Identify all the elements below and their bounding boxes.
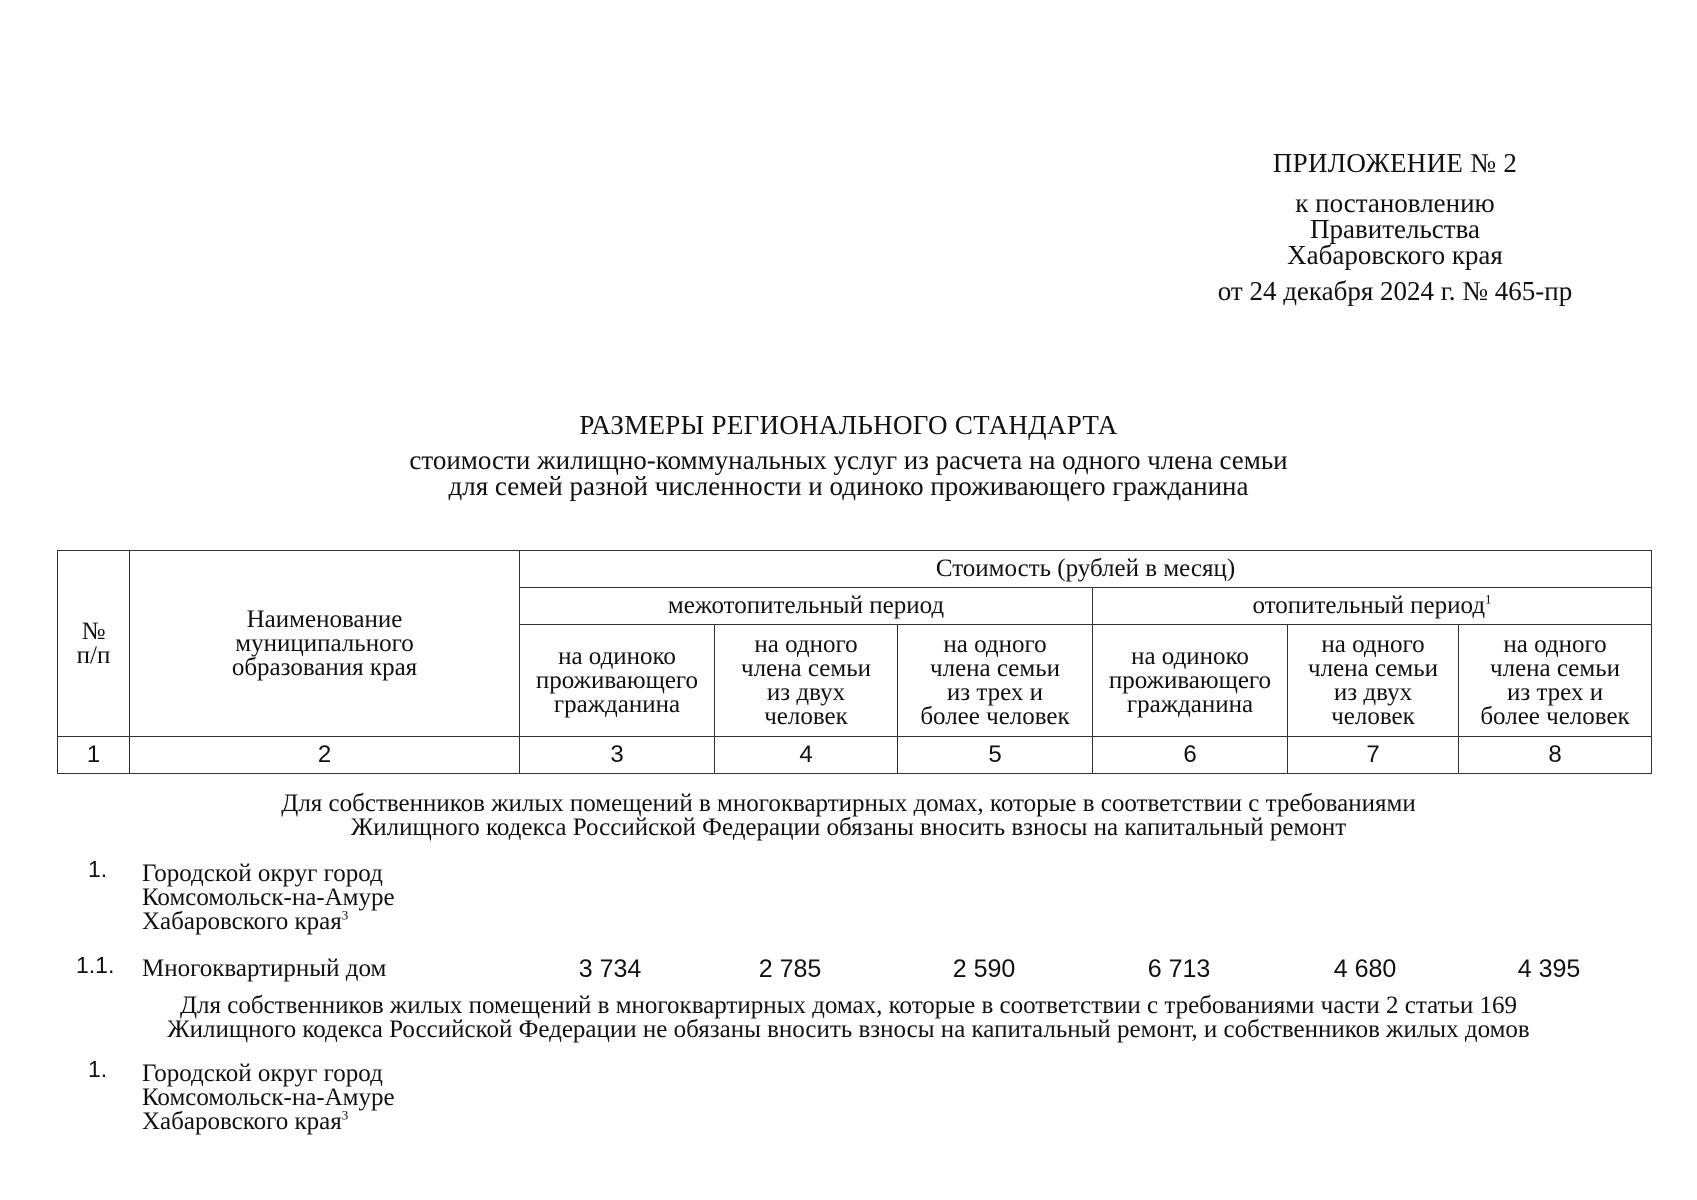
col-6-line1: на одиноко [1131, 642, 1249, 670]
col-4-line3: из двух [766, 678, 846, 706]
section-2-note [0, 994, 1697, 1042]
section-1-note-line2: Жилищного кодекса Российской Федерации обязаны вносить взносы на капитальный ремонт [350, 814, 1347, 841]
period-on-footnote: 1 [1485, 591, 1492, 607]
section-1-note [0, 792, 1697, 840]
section-2-item-name [142, 1062, 395, 1134]
col-8-line4: более человек [1480, 702, 1630, 730]
period-on-label: отопительный период [1252, 592, 1486, 619]
col-5-line1: на одного [943, 630, 1047, 658]
col-number-7: 7 [1288, 737, 1459, 774]
value-col-4: 2 785 [758, 955, 822, 983]
col-no-line1: № [81, 617, 106, 645]
title-sub-2: для семей разной численности и одиноко проживающего гражданина [448, 471, 1249, 501]
col-4-line4: человек [764, 702, 848, 730]
col-8-line3: из трех и [1506, 678, 1604, 706]
col-name-line2: муниципального [235, 629, 414, 657]
col-name-line3: образования края [231, 653, 418, 681]
section-1-item-line2: Комсомольск-на-Амуре [142, 884, 395, 911]
section-2-note-line1: Для собственников жилых помещений в многоквартирных домах, которые в соответствии с требованиями части 2 статьи 169 [180, 992, 1517, 1019]
col-7-line4: человек [1331, 702, 1415, 730]
col-7-line2: члена семьи [1308, 654, 1438, 682]
col-number-2: 2 [130, 737, 520, 774]
appendix-line-3: Хабаровского края [1287, 240, 1503, 270]
period-on-header [1093, 588, 1652, 625]
period-off-header: межотопительный период [520, 588, 1093, 625]
value-col-7: 4 680 [1333, 955, 1397, 983]
col-8-header [1459, 625, 1652, 737]
section-1-item-line3: Хабаровского края [142, 908, 342, 935]
col-7-line1: на одного [1321, 630, 1425, 658]
section-2-item-line3: Хабаровского края [142, 1108, 342, 1135]
section-2-item-footnote: 3 [341, 1107, 349, 1123]
section-2-item-line2: Комсомольск-на-Амуре [142, 1084, 395, 1111]
col-number-8: 8 [1459, 737, 1652, 774]
col-5-line3: из трех и [946, 678, 1044, 706]
col-8-line1: на одного [1503, 630, 1607, 658]
col-6-line2: проживающего [1108, 666, 1272, 694]
standard-table-header [57, 550, 1652, 774]
section-1-item-name [142, 862, 395, 934]
col-4-line1: на одного [754, 630, 858, 658]
col-3-line2: проживающего [535, 666, 699, 694]
col-8-line2: члена семьи [1490, 654, 1620, 682]
section-1-note-line1: Для собственников жилых помещений в многоквартирных домах, которые в соответствии с требованиями [281, 790, 1416, 817]
col-number-6: 6 [1093, 737, 1288, 774]
appendix-line-1: к постановлению [1295, 188, 1495, 218]
section-1-subitem-number: 1.1. [76, 952, 115, 978]
col-number-1: 1 [58, 737, 130, 774]
value-col-8: 4 395 [1517, 955, 1581, 983]
cost-header: Стоимость (рублей в месяц) [520, 551, 1652, 588]
col-no-line2: п/п [76, 641, 111, 669]
section-2-item-number: 1. [88, 1056, 108, 1082]
col-7-line3: из двух [1333, 678, 1413, 706]
col-5-line2: члена семьи [930, 654, 1060, 682]
col-name-line1: Наименование [246, 605, 403, 633]
col-number-4: 4 [715, 737, 898, 774]
value-col-3: 3 734 [578, 955, 642, 983]
col-number-5: 5 [898, 737, 1093, 774]
title-sub-1: стоимости жилищно-коммунальных услуг из расчета на одного члена семьи [409, 445, 1288, 475]
appendix-title: ПРИЛОЖЕНИЕ № 2 [1272, 148, 1518, 178]
col-5-header [898, 625, 1093, 737]
col-name-header [130, 551, 520, 737]
appendix-line-2: Правительства [1310, 214, 1480, 244]
col-3-line1: на одиноко [558, 642, 676, 670]
appendix-date: от 24 декабря 2024 г. № 465-пр [1217, 276, 1573, 306]
section-2-item-line1: Городской округ город [142, 1060, 383, 1087]
value-col-6: 6 713 [1147, 955, 1211, 983]
col-number-3: 3 [520, 737, 715, 774]
col-4-header [715, 625, 898, 737]
section-1-item-number: 1. [88, 856, 108, 882]
appendix-header [1180, 150, 1610, 304]
col-no-header [58, 551, 130, 737]
col-4-line2: члена семьи [741, 654, 871, 682]
col-6-header [1093, 625, 1288, 737]
col-3-line3: гражданина [553, 690, 681, 718]
section-1-subitem-name: Многоквартирный дом [142, 955, 387, 982]
col-5-line4: более человек [920, 702, 1070, 730]
document-title [0, 412, 1697, 499]
col-6-line3: гражданина [1126, 690, 1254, 718]
title-main: РАЗМЕРЫ РЕГИОНАЛЬНОГО СТАНДАРТА [579, 410, 1118, 440]
value-col-5: 2 590 [952, 955, 1016, 983]
section-1-item-line1: Городской округ город [142, 860, 383, 887]
section-2-note-line2: Жилищного кодекса Российской Федерации не обязаны вносить взносы на капитальный ремонт, и собственников жилых домов [167, 1016, 1530, 1043]
section-1-item-footnote: 3 [341, 907, 349, 923]
col-7-header [1288, 625, 1459, 737]
col-3-header [520, 625, 715, 737]
